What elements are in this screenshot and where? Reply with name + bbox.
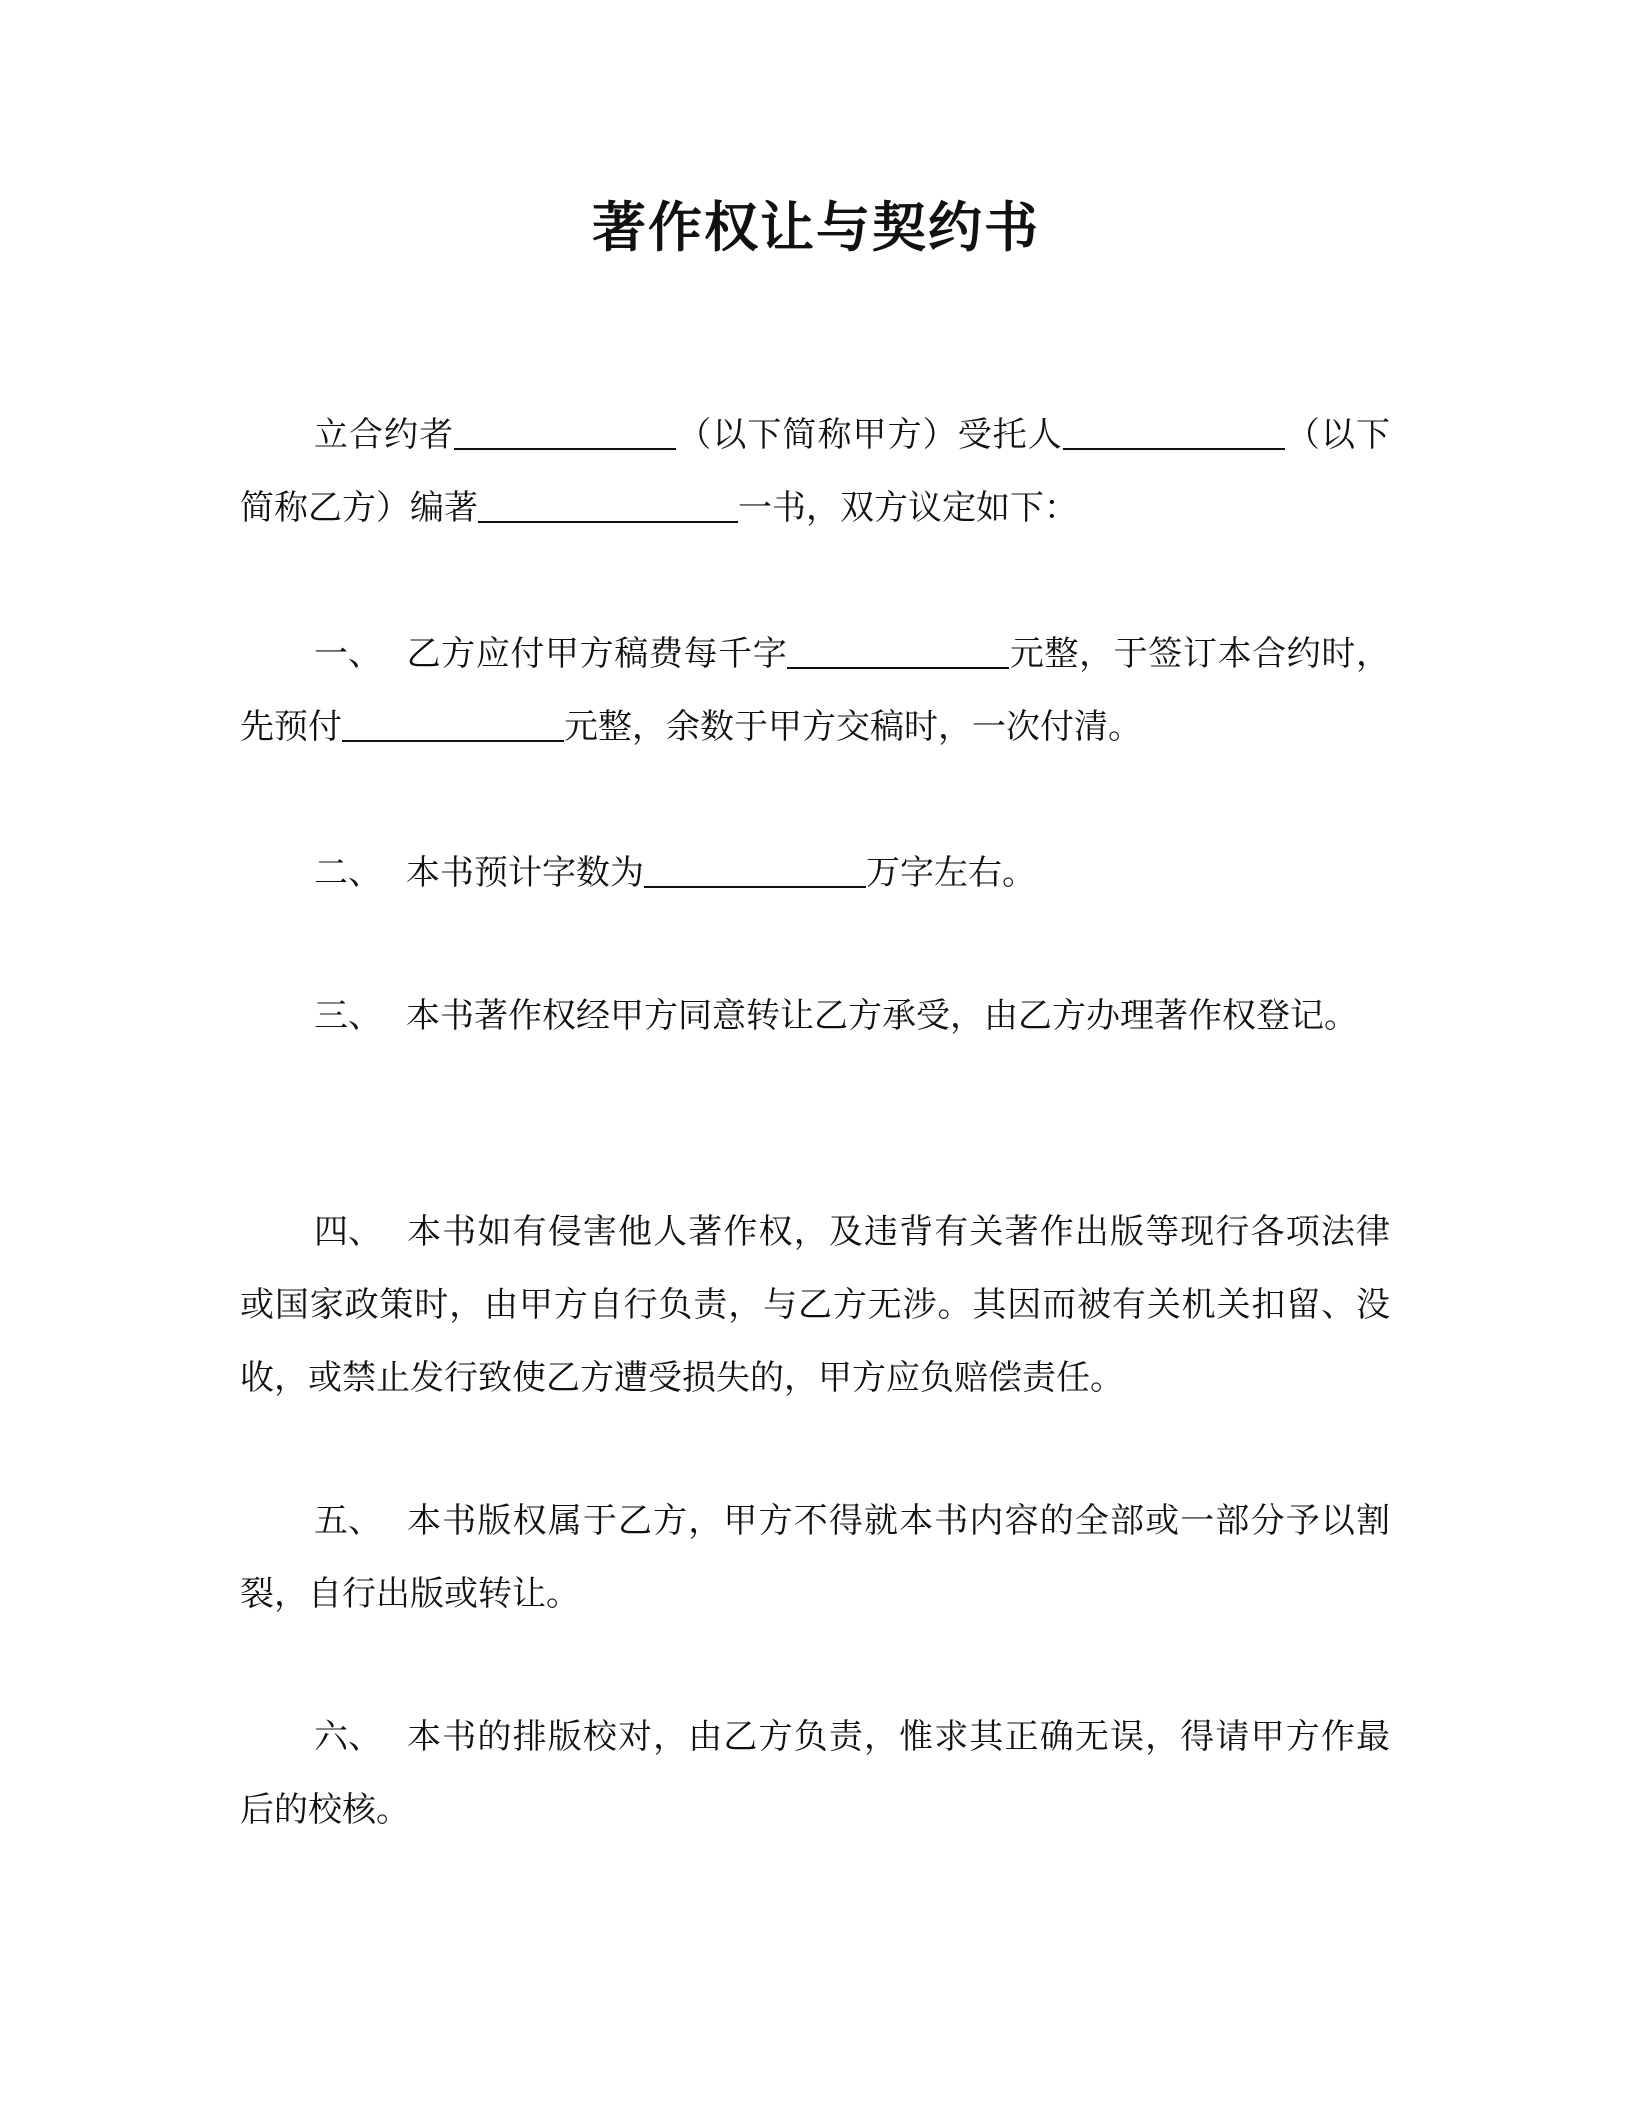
clause-text: 本书版权属于乙方，甲方不得就本书内容的全部或一部分予以割裂，自行出版或转让。 xyxy=(240,1501,1390,1614)
clause-text: 本书预计字数为 xyxy=(406,853,644,893)
preamble-text: （以下简称甲方）受托人 xyxy=(676,415,1063,455)
clause-number: 五、 xyxy=(314,1501,382,1541)
word-count-blank xyxy=(644,848,866,888)
clause-4 xyxy=(240,1196,1390,1415)
clause-number: 六、 xyxy=(314,1717,382,1757)
clause-number: 一、 xyxy=(314,634,382,674)
fee-per-thousand-blank xyxy=(787,629,1009,669)
preamble-text: 立合约者 xyxy=(314,415,455,455)
preamble-text: （以下简称乙方）编著 xyxy=(240,415,1391,528)
prepayment-blank xyxy=(342,702,564,742)
clause-number: 三、 xyxy=(314,996,382,1036)
clause-text: 元整，于签订本合约时，先预付 xyxy=(240,634,1391,747)
clause-3 xyxy=(240,980,1390,1053)
book-title-blank xyxy=(478,483,738,523)
clause-text: 本书如有侵害他人著作权，及违背有关著作出版等现行各项法律或国家政策时，由甲方自行负责，与乙方无涉。其因而被有关机关扣留、没收，或禁止发行致使乙方遭受损失的，甲方应负赔偿责任。 xyxy=(240,1212,1390,1398)
clause-text: 本书的排版校对，由乙方负责，惟求其正确无误，得请甲方作最后的校核。 xyxy=(240,1717,1390,1830)
clause-number: 二、 xyxy=(314,853,382,893)
clause-text: 元整，余数于甲方交稿时，一次付清。 xyxy=(564,707,1142,747)
clause-1 xyxy=(240,618,1390,764)
clause-text: 万字左右。 xyxy=(866,853,1036,893)
page-title: 著作权让与契约书 xyxy=(592,196,1040,259)
clause-5 xyxy=(240,1485,1390,1631)
preamble-paragraph xyxy=(240,399,1390,545)
clause-number: 四、 xyxy=(314,1212,382,1252)
party-b-name-blank xyxy=(1063,410,1285,450)
clause-text: 乙方应付甲方稿费每千字 xyxy=(406,634,788,674)
clause-6 xyxy=(240,1701,1390,1847)
preamble-text: 一书，双方议定如下： xyxy=(738,488,1078,528)
clause-text: 本书著作权经甲方同意转让乙方承受，由乙方办理著作权登记。 xyxy=(406,996,1358,1036)
party-a-name-blank xyxy=(454,410,676,450)
clause-2 xyxy=(240,837,1390,910)
